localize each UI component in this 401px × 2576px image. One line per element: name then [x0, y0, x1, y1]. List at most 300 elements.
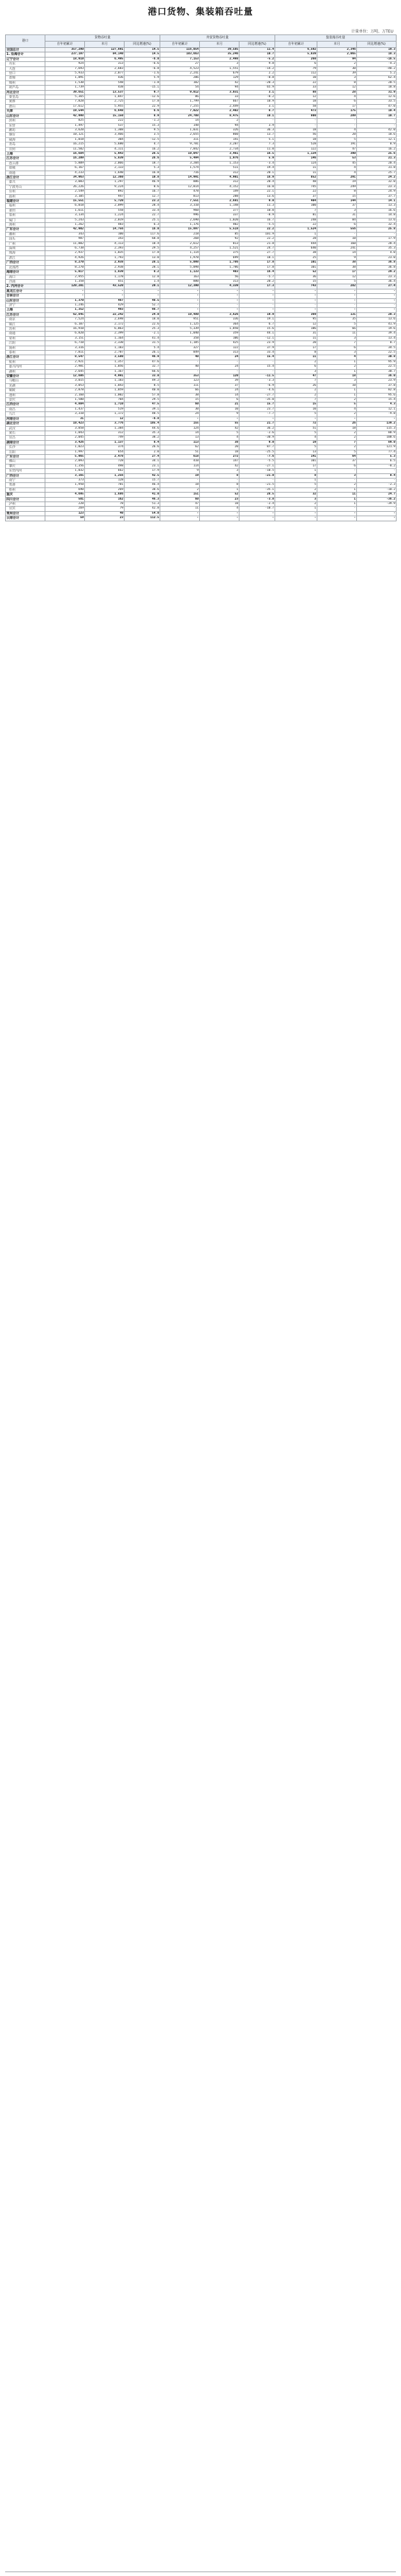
value-cell: 22,242	[85, 312, 125, 317]
value-cell: 1,739	[45, 86, 85, 90]
value-cell: 5	[200, 431, 239, 435]
value-cell: 6	[200, 398, 239, 402]
port-name-cell: 芜湖	[6, 383, 45, 388]
value-cell: -6.8	[125, 417, 160, 421]
value-cell: 4	[317, 128, 357, 132]
value-cell: 26.5	[125, 151, 160, 156]
port-name-cell: 肇庆	[6, 464, 45, 468]
value-cell: 1,056	[85, 365, 125, 369]
value-cell: 5,839	[85, 157, 125, 161]
value-cell: 20.4	[357, 161, 397, 165]
table-row	[6, 483, 397, 487]
table-row	[6, 76, 397, 80]
value-cell: 1,356	[45, 464, 85, 468]
value-cell: 18,910	[45, 57, 85, 61]
value-cell: 55	[200, 422, 239, 426]
value-cell: 100	[275, 204, 317, 208]
header-yoy: 同比增速(%)	[239, 42, 275, 48]
table-row	[6, 336, 397, 341]
value-cell: 1,114	[160, 251, 200, 256]
value-cell: 8	[200, 483, 239, 487]
value-cell: -	[200, 369, 239, 374]
value-cell: 10.9	[239, 100, 275, 104]
value-cell: 56	[200, 275, 239, 279]
value-cell: 19,544	[45, 109, 85, 114]
value-cell: 18	[200, 502, 239, 507]
table-row	[6, 204, 397, 208]
value-cell: -5.5	[239, 223, 275, 227]
value-cell: 14	[317, 251, 357, 256]
value-cell: 3	[317, 76, 357, 80]
table-row	[6, 137, 397, 142]
value-cell: 17,612	[45, 104, 85, 109]
value-cell: 163	[160, 275, 200, 279]
value-cell: 6,710	[45, 341, 85, 346]
value-cell: 16.6	[357, 208, 397, 213]
table-row	[6, 454, 397, 459]
value-cell: 31.5	[125, 341, 160, 346]
table-row	[6, 473, 397, 478]
value-cell: 24	[200, 355, 239, 360]
value-cell: 95	[275, 318, 317, 322]
value-cell: 16.5	[239, 151, 275, 156]
value-cell: 32.7	[125, 365, 160, 369]
port-name-cell: 盘锦	[6, 76, 45, 80]
value-cell: -	[275, 308, 317, 312]
value-cell: -8.2	[239, 95, 275, 100]
value-cell: -2.6	[239, 431, 275, 435]
value-cell: 291	[317, 175, 357, 180]
value-cell: 5.1	[239, 137, 275, 142]
port-name-cell: 贵港	[6, 483, 45, 487]
value-cell: 42	[200, 80, 239, 85]
value-cell: 2,498	[200, 57, 239, 61]
value-cell: 679	[200, 72, 239, 76]
value-cell: 5.9	[239, 157, 275, 161]
table-row	[6, 208, 397, 213]
value-cell: 1,183	[85, 379, 125, 383]
value-cell: -7.7	[239, 412, 275, 417]
value-cell: 12.6	[357, 95, 397, 100]
value-cell: 3,287	[200, 142, 239, 147]
value-cell: 1,850	[200, 326, 239, 331]
value-cell: 100.6	[357, 436, 397, 440]
port-name-cell: 广西合计	[6, 261, 45, 265]
value-cell: 98.7	[125, 308, 160, 312]
value-cell: 548	[85, 80, 125, 85]
value-cell: 2,019	[85, 218, 125, 222]
table-row	[6, 332, 397, 336]
value-cell: 13.0	[125, 256, 160, 260]
port-name-cell: 锦州	[6, 80, 45, 85]
port-name-cell: 2. 内河合计	[6, 284, 45, 289]
port-name-cell: 南昌	[6, 407, 45, 411]
value-cell: 33.5	[357, 100, 397, 104]
value-cell: 10	[275, 407, 317, 411]
value-cell: 483	[85, 223, 125, 227]
value-cell: -	[160, 289, 200, 293]
value-cell: 51	[275, 426, 317, 431]
port-name-cell: 池州	[6, 393, 45, 397]
value-cell: 1,185	[160, 341, 200, 346]
value-cell: 25.1	[125, 218, 160, 222]
value-cell: 123	[45, 511, 85, 516]
value-cell: 3,466	[85, 133, 125, 137]
value-cell: 5,809	[45, 161, 85, 165]
value-cell: -	[239, 516, 275, 521]
value-cell: 12	[275, 95, 317, 100]
value-cell: 42.5	[125, 473, 160, 478]
port-name-cell: 南通	[6, 171, 45, 175]
value-cell: 1,640	[85, 171, 125, 175]
value-cell: 2	[275, 360, 317, 364]
value-cell: -	[239, 298, 275, 303]
value-cell: 18	[275, 100, 317, 104]
value-cell: -	[239, 360, 275, 364]
value-cell: -35.1	[239, 487, 275, 492]
value-cell: 728	[85, 459, 125, 464]
value-cell: 3,310	[160, 204, 200, 208]
value-cell: 3	[317, 336, 357, 341]
value-cell: 131	[317, 312, 357, 317]
table-row	[6, 104, 397, 109]
value-cell: 47	[275, 374, 317, 379]
port-name-cell: 山东合计	[6, 114, 45, 118]
port-name-cell: 泰州	[6, 351, 45, 355]
value-cell: 511	[200, 166, 239, 171]
port-name-cell: 漳州	[6, 223, 45, 227]
value-cell: 12.1	[357, 407, 397, 411]
value-cell: -	[200, 478, 239, 482]
value-cell: 31	[317, 213, 357, 218]
table-row	[6, 227, 397, 232]
value-cell: 3,105	[45, 194, 85, 199]
value-cell: 4,257	[160, 247, 200, 251]
value-cell: -3.8	[239, 497, 275, 502]
value-cell: 44.6	[125, 426, 160, 431]
port-name-cell: 洋浦	[6, 279, 45, 284]
value-cell: 42	[200, 464, 239, 468]
value-cell: 77.4	[357, 450, 397, 454]
value-cell: 1,262	[45, 223, 85, 227]
value-cell: 369	[275, 312, 317, 317]
value-cell: 2	[317, 365, 357, 369]
value-cell: 1,799	[160, 100, 200, 104]
value-cell: 27	[160, 62, 200, 66]
value-cell: 23.9	[239, 341, 275, 346]
value-cell: -	[160, 511, 200, 516]
value-cell: 4,113	[85, 241, 125, 246]
port-name-cell: 天津	[6, 109, 45, 114]
value-cell: 3,461	[200, 151, 239, 156]
value-cell: 781	[85, 483, 125, 487]
table-row	[6, 346, 397, 350]
value-cell: -	[200, 303, 239, 307]
value-cell: -	[357, 294, 397, 298]
value-cell: 4,152	[200, 185, 239, 189]
port-name-cell: 秦皇岛	[6, 95, 45, 100]
table-row	[6, 431, 397, 435]
value-cell: 7	[275, 208, 317, 213]
table-row	[6, 232, 397, 236]
value-cell: 17.3	[239, 284, 275, 289]
value-cell: 1,020	[200, 218, 239, 222]
value-cell: 1,256	[85, 473, 125, 478]
value-cell: 18.4	[125, 241, 160, 246]
value-cell: -	[239, 417, 275, 421]
port-name-cell: 全国总计	[6, 48, 45, 52]
table-row	[6, 213, 397, 218]
value-cell: 343	[45, 232, 85, 236]
value-cell: 2	[317, 62, 357, 66]
table-row	[6, 247, 397, 251]
value-cell: 13.6	[357, 218, 397, 222]
value-cell: 9,012	[160, 90, 200, 95]
value-cell: -	[239, 303, 275, 307]
value-cell: 5.2	[357, 72, 397, 76]
value-cell: 11	[275, 336, 317, 341]
port-name-cell: 宁波舟山	[6, 185, 45, 189]
value-cell: 18	[317, 374, 357, 379]
table-row	[6, 185, 397, 189]
value-cell: 5,098	[160, 261, 200, 265]
value-cell: 79	[85, 507, 125, 511]
table-row	[6, 123, 397, 128]
value-cell: 24	[200, 365, 239, 369]
value-cell: 34.5	[357, 346, 397, 350]
value-cell: 2,734	[200, 147, 239, 151]
value-cell: -	[160, 308, 200, 312]
value-cell: 1,997	[45, 450, 85, 454]
table-row	[6, 199, 397, 204]
table-row	[6, 379, 397, 383]
table-row	[6, 90, 397, 95]
value-cell: 14.8	[357, 213, 397, 218]
value-cell: 112.5	[125, 516, 160, 521]
value-cell: 106	[200, 336, 239, 341]
value-cell: 122	[275, 147, 317, 151]
port-name-cell: 广西合计	[6, 473, 45, 478]
value-cell: 249	[317, 185, 357, 189]
value-cell: 101	[275, 265, 317, 270]
value-cell: 1,500	[45, 398, 85, 402]
value-cell: 15.4	[239, 365, 275, 369]
value-cell: 4	[317, 95, 357, 100]
value-cell: 373	[45, 478, 85, 482]
table-row	[6, 294, 397, 298]
value-cell: 57.8	[125, 393, 160, 397]
value-cell: 95.6	[357, 393, 397, 397]
value-cell: 5,365	[45, 95, 85, 100]
value-cell: 0.4	[357, 473, 397, 478]
value-cell: 288	[200, 194, 239, 199]
value-cell: 46.4	[125, 483, 160, 487]
value-cell: 1,183	[85, 346, 125, 350]
value-cell: 15.4	[239, 355, 275, 360]
value-cell: 1,125	[160, 322, 200, 326]
value-cell: 22.9	[125, 104, 160, 109]
value-cell: -	[275, 516, 317, 521]
value-cell: 7,551	[160, 199, 200, 204]
value-cell: 21.8	[239, 241, 275, 246]
value-cell: 16.7	[125, 190, 160, 194]
value-cell: 25.8	[357, 227, 397, 232]
value-cell: 41.0	[125, 493, 160, 497]
value-cell: -	[160, 360, 200, 364]
value-cell: 149	[200, 190, 239, 194]
value-cell: 4	[275, 436, 317, 440]
value-cell: 32	[275, 493, 317, 497]
value-cell: 1,437	[45, 407, 85, 411]
value-cell: 1,786	[200, 261, 239, 265]
value-cell: 113	[160, 440, 200, 445]
value-cell: 7,693	[45, 66, 85, 71]
value-cell: -	[200, 289, 239, 293]
value-cell: 9.0	[239, 199, 275, 204]
value-cell: 528	[275, 142, 317, 147]
table-body	[6, 48, 397, 521]
value-cell: -6.8	[125, 66, 160, 71]
value-cell: 94	[317, 57, 357, 61]
value-cell: 886	[160, 180, 200, 185]
port-name-cell: 贵州合计	[6, 511, 45, 516]
unit-note: 计量单位：万吨、万TEU	[351, 29, 393, 34]
value-cell: 892	[85, 190, 125, 194]
value-cell: 5,680	[85, 142, 125, 147]
value-cell: 2,681	[200, 199, 239, 204]
value-cell: 11	[317, 332, 357, 336]
value-cell: 19.3	[357, 48, 397, 52]
value-cell: 5	[317, 137, 357, 142]
value-cell: 5,243	[45, 218, 85, 222]
table-row	[6, 142, 397, 147]
value-cell: 123	[160, 379, 200, 383]
value-cell: 17.9	[357, 237, 397, 241]
port-name-cell: 辽宁合计	[6, 57, 45, 61]
value-cell: 10.7	[357, 114, 397, 118]
value-cell: -	[317, 511, 357, 516]
value-cell: -	[160, 298, 200, 303]
value-cell: 1,574	[160, 166, 200, 171]
table-row	[6, 52, 397, 57]
value-cell: 640	[275, 247, 317, 251]
value-cell: 26.6	[125, 157, 160, 161]
value-cell: 24	[160, 412, 200, 417]
value-cell: 852	[275, 175, 317, 180]
value-cell: -	[317, 298, 357, 303]
value-cell: 26,226	[45, 185, 85, 189]
value-cell: 115.3	[357, 426, 397, 431]
value-cell: 311	[160, 137, 200, 142]
value-cell: 3	[275, 497, 317, 502]
table-row	[6, 171, 397, 175]
value-cell: 84	[317, 218, 357, 222]
value-cell: 22.7	[125, 213, 160, 218]
value-cell: 42.8	[125, 507, 160, 511]
value-cell: 1,178	[85, 275, 125, 279]
value-cell: 2,077	[85, 72, 125, 76]
value-cell: 6,063	[85, 326, 125, 331]
port-name-cell: 潮州	[6, 232, 45, 236]
value-cell: 996	[160, 213, 200, 218]
value-cell: -2.1	[125, 332, 160, 336]
value-cell: -	[317, 303, 357, 307]
value-cell: 2,241	[160, 72, 200, 76]
value-cell: -	[317, 294, 357, 298]
value-cell: 960	[160, 208, 200, 213]
value-cell: -5.7	[239, 275, 275, 279]
value-cell: 10	[275, 76, 317, 80]
port-name-cell: 常州	[6, 336, 45, 341]
value-cell: 122	[200, 346, 239, 350]
value-cell: -16.5	[357, 57, 397, 61]
value-cell: 5	[275, 445, 317, 450]
value-cell: 1,358	[45, 279, 85, 284]
table-row	[6, 412, 397, 417]
value-cell: 11,802	[45, 241, 85, 246]
value-cell: 10	[200, 407, 239, 411]
table-row	[6, 72, 397, 76]
value-cell: 16,209	[45, 157, 85, 161]
value-cell: 289	[317, 114, 357, 118]
value-cell: 12.1	[357, 137, 397, 142]
value-cell: 39.4	[357, 332, 397, 336]
value-cell: 3,053	[45, 383, 85, 388]
value-cell: 43,520	[85, 284, 125, 289]
value-cell: 23.9	[357, 379, 397, 383]
value-cell: 26.1	[125, 351, 160, 355]
value-cell: 2,133	[85, 166, 125, 171]
value-cell: 39,651	[45, 90, 85, 95]
value-cell: -	[357, 123, 397, 128]
port-name-cell: 铜陵	[6, 388, 45, 393]
port-name-cell: 吉林合计	[6, 294, 45, 298]
value-cell: -	[160, 303, 200, 307]
value-cell: 7,828	[45, 100, 85, 104]
value-cell: 2,683	[85, 66, 125, 71]
value-cell: 26	[317, 422, 357, 426]
port-name-cell: 江苏合计	[6, 312, 45, 317]
value-cell: 2,725	[85, 100, 125, 104]
value-cell: 8	[317, 80, 357, 85]
value-cell: 22	[275, 190, 317, 194]
value-cell: 377	[200, 208, 239, 213]
value-cell: 2,612	[160, 241, 200, 246]
value-cell: 404	[275, 199, 317, 204]
value-cell: 14,756	[85, 227, 125, 232]
header-container: 集装箱吞吐量	[275, 35, 397, 42]
value-cell: 11,502	[45, 147, 85, 151]
table-row	[6, 312, 397, 317]
value-cell: 16.0	[125, 227, 160, 232]
value-cell: 3,580	[85, 355, 125, 360]
value-cell: 11.3	[239, 204, 275, 208]
value-cell: 1,059	[85, 388, 125, 393]
value-cell: 3,310	[45, 412, 85, 417]
port-throughput-table	[5, 34, 397, 521]
value-cell: -2.4	[239, 502, 275, 507]
value-cell: 102	[160, 80, 200, 85]
value-cell: 5	[317, 402, 357, 407]
value-cell: 3.1	[239, 104, 275, 109]
value-cell: 4,991	[85, 374, 125, 379]
value-cell: 5	[275, 431, 317, 435]
value-cell: 1,308	[85, 128, 125, 132]
value-cell: 117.6	[125, 232, 160, 236]
value-cell: 3,426	[45, 440, 85, 445]
value-cell: 17	[275, 346, 317, 350]
table-row	[6, 166, 397, 171]
